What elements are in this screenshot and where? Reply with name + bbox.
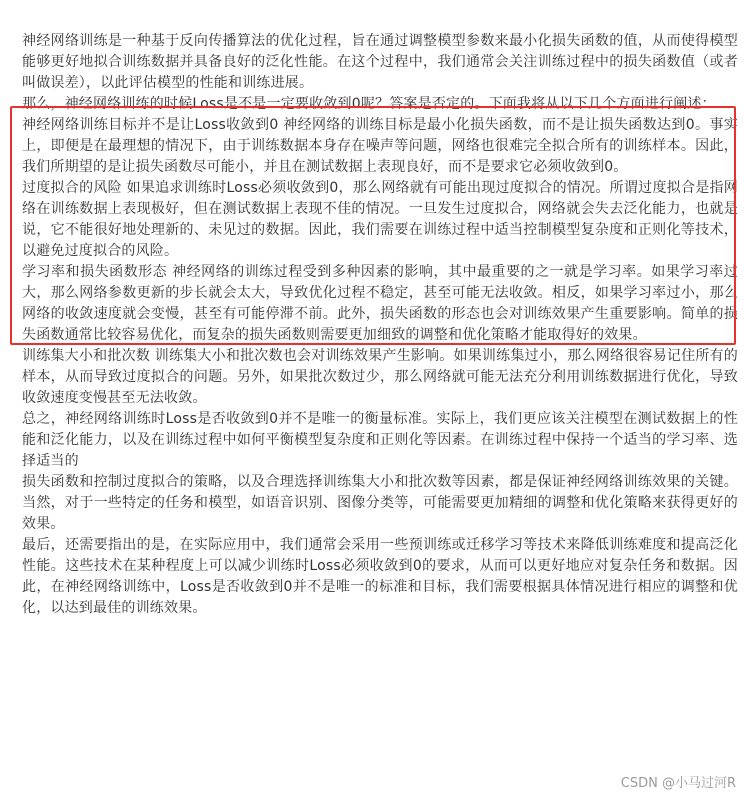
paragraph-overfitting-risk: 过度拟合的风险 如果追求训练时Loss必须收敛到0，那么网络就有可能出现过度拟合的情况。所谓过度拟合是指网络在训练数据上表现极好，但在测试数据上表现不佳的情况。一旦发生过度拟合，网络就会失去泛化能力，也就是说，它不能很好地处理新的、未见过的数据。因此，我们需要在训练过程中适当控制模型复杂度和正则化等技术，以避免过度拟合的风险。 [22, 180, 738, 259]
paragraph-dataset-size: 训练集大小和批次数 训练集大小和批次数也会对训练效果产生影响。如果训练集过小，那么网络很容易记住所有的样本，从而导致过度拟合的问题。另外，如果批次数过少，那么网络就可能无法充分利用训练数据进行优化，导致收敛速度变慢甚至无法收敛。 [22, 348, 738, 406]
paragraph-summary-part2: 损失函数和控制过度拟合的策略，以及合理选择训练集大小和批次数等因素，都是保证神经网络训练效果的关键。当然，对于一些特定的任务和模型，如语音识别、图像分类等，可能需要更加精细的调整和优化策略来获得更好的效果。 [22, 474, 738, 532]
paragraph-learning-rate: 学习率和损失函数形态 神经网络的训练过程受到多种因素的影响，其中最重要的之一就是学习率。如果学习率过大，那么网络参数更新的步长就会太大，导致优化过程不稳定，甚至可能无法收敛。相反，如果学习率过小，那么网络的收敛速度就会变慢，甚至有可能停滞不前。此外，损失函数的形态也会对训练效果产生重要影响。简单的损失函数通常比较容易优化，而复杂的损失函数则需要更加细致的调整和优化策略才能取得好的效果。 [22, 264, 738, 343]
paragraph-summary-part1: 总之，神经网络训练时Loss是否收敛到0并不是唯一的衡量标准。实际上，我们更应该关注模型在测试数据上的性能和泛化能力，以及在训练过程中如何平衡模型复杂度和正则化等因素。在训练过程中保持一个适当的学习率、选择适当的 [22, 411, 738, 469]
article-body [22, 31, 738, 619]
paragraph-training-goal: 神经网络训练目标并不是让Loss收敛到0 神经网络的训练目标是最小化损失函数，而不是让损失函数达到0。事实上，即便是在最理想的情况下，由于训练数据本身存在噪声等问题，网络也很难完全拟合所有的训练样本。因此，我们所期望的是让损失函数尽可能小，并且在测试数据上表现良好，而不是要求它必须收敛到0。 [22, 117, 738, 175]
paragraph-question: 那么，神经网络训练的时候Loss是不是一定要收敛到0呢？答案是否定的。下面我将从以下几个方面进行阐述： [22, 96, 716, 112]
paragraph-intro: 神经网络训练是一种基于反向传播算法的优化过程，旨在通过调整模型参数来最小化损失函数的值，从而使得模型能够更好地拟合训练数据并具备良好的泛化性能。在这个过程中，我们通常会关注训练过程中的损失函数值（或者叫做误差），以此评估模型的性能和训练进展。 [22, 33, 738, 91]
paragraph-conclusion: 最后，还需要指出的是，在实际应用中，我们通常会采用一些预训练或迁移学习等技术来降低训练难度和提高泛化性能。这些技术在某种程度上可以减少训练时Loss必须收敛到0的要求，从而可以更好地应对复杂任务和数据。因此，在神经网络训练中，Loss是否收敛到0并不是唯一的标准和目标，我们需要根据具体情况进行相应的调整和优化，以达到最佳的训练效果。 [22, 537, 738, 616]
csdn-watermark: CSDN @小马过河R [619, 772, 738, 791]
